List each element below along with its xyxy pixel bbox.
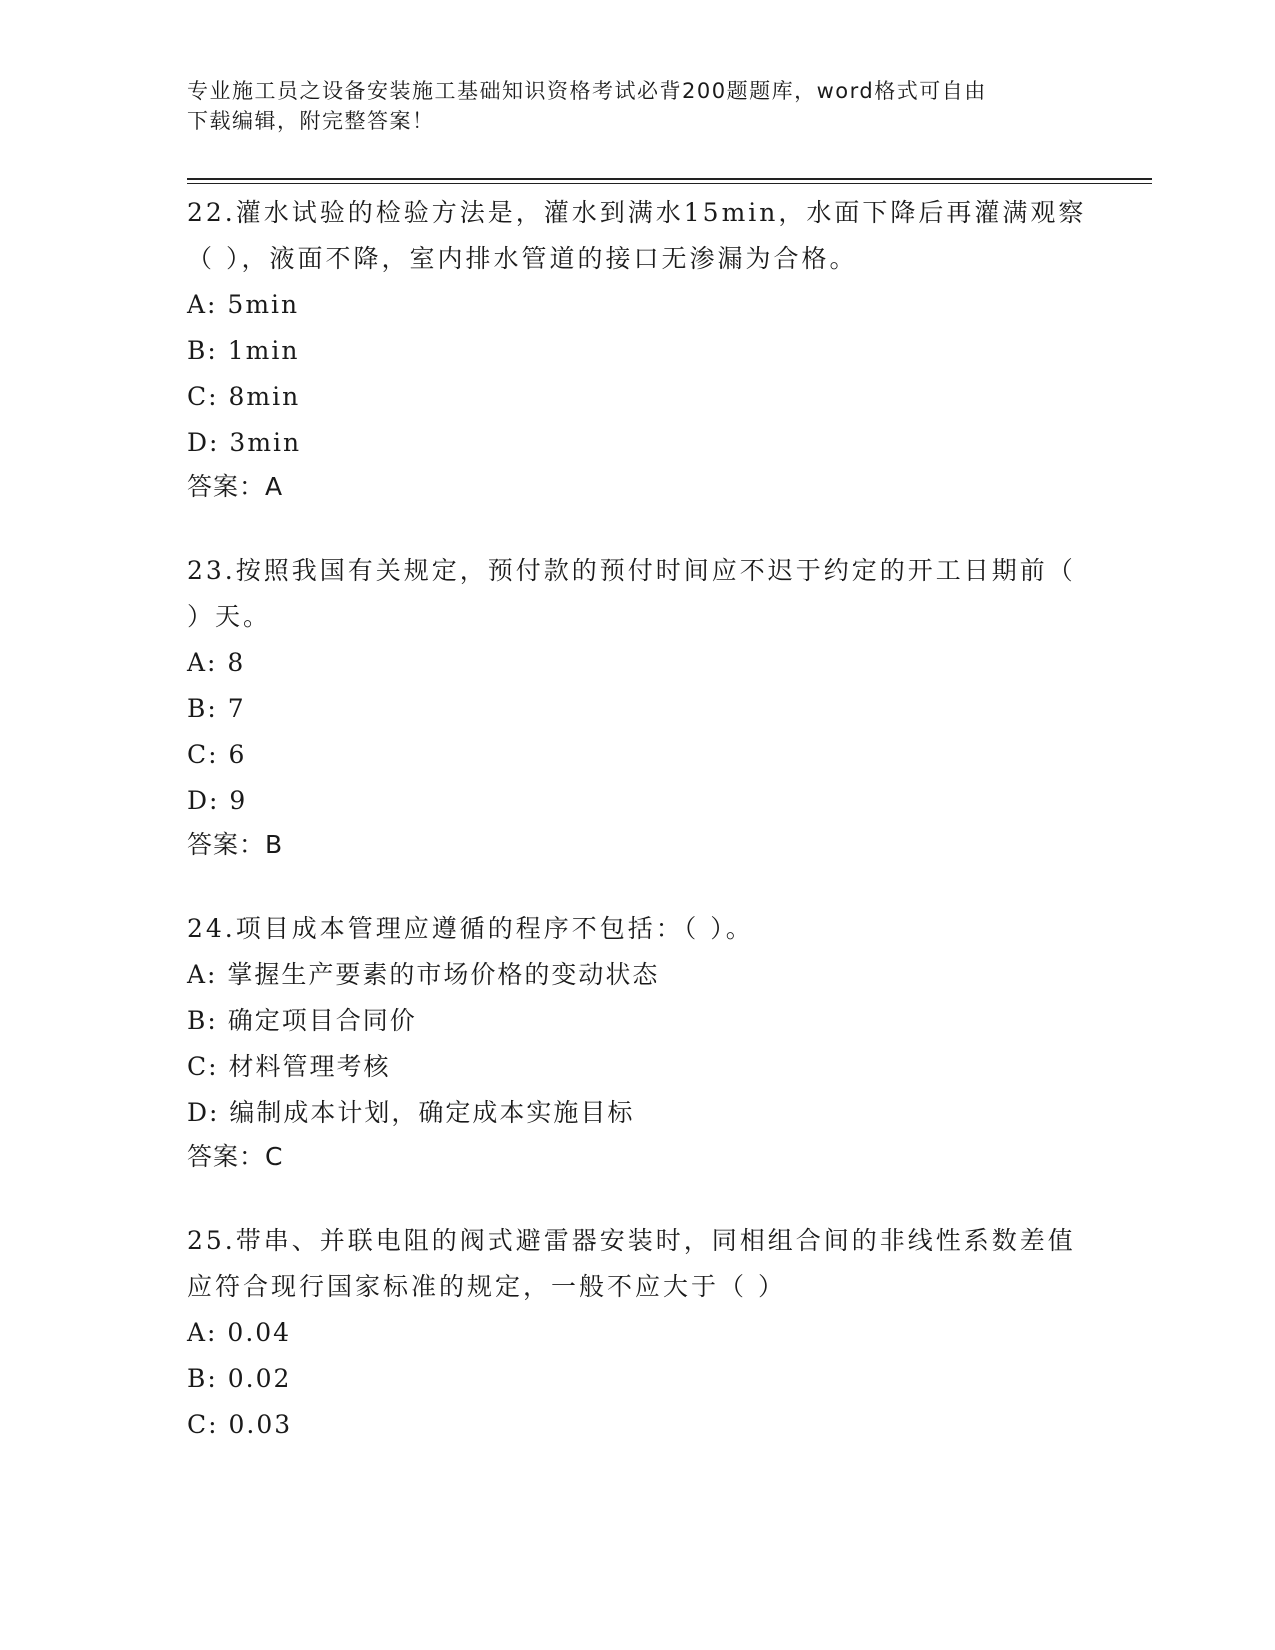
option-c: C: 0.03	[187, 1410, 293, 1439]
option-a: A: 5min	[187, 290, 300, 319]
option-b: B: 0.02	[187, 1364, 292, 1393]
option-b: B: 1min	[187, 336, 300, 365]
question-stem: 25.带串、并联电阻的阀式避雷器安装时，同相组合间的非线性系数差值应符合现行国家标准的规定，一般不应大于（ ）	[187, 1226, 1076, 1301]
answer-line: 答案：C	[187, 1142, 284, 1171]
header-line-1: 专业施工员之设备安装施工基础知识资格考试必背200题题库，word格式可自由	[187, 79, 987, 103]
option-b: B: 7	[187, 694, 246, 723]
document-header	[187, 76, 1067, 136]
question-24	[187, 906, 1087, 1178]
answer-line: 答案：A	[187, 472, 284, 501]
option-d: D: 9	[187, 786, 248, 815]
option-b: B: 确定项目合同价	[187, 1006, 417, 1035]
question-22	[187, 190, 1087, 508]
header-line-2: 下载编辑，附完整答案！	[187, 109, 435, 133]
header-divider-thin	[187, 183, 1152, 184]
question-stem: 22.灌水试验的检验方法是，灌水到满水15min，水面下降后再灌满观察（ ），液面不降，室内排水管道的接口无渗漏为合格。	[187, 198, 1087, 273]
question-23	[187, 548, 1087, 866]
header-divider	[187, 178, 1152, 180]
option-a: A: 掌握生产要素的市场价格的变动状态	[187, 960, 660, 989]
option-c: C: 8min	[187, 382, 301, 411]
question-list	[187, 190, 1087, 1488]
question-stem: 24.项目成本管理应遵循的程序不包括：（ ）。	[187, 914, 754, 943]
option-d: D: 3min	[187, 428, 302, 457]
option-c: C: 材料管理考核	[187, 1052, 391, 1081]
option-d: D: 编制成本计划，确定成本实施目标	[187, 1098, 635, 1127]
option-c: C: 6	[187, 740, 247, 769]
answer-line: 答案：B	[187, 830, 284, 859]
question-stem: 23.按照我国有关规定，预付款的预付时间应不迟于约定的开工日期前（ ）天。	[187, 556, 1076, 631]
option-a: A: 0.04	[187, 1318, 292, 1347]
option-a: A: 8	[187, 648, 246, 677]
question-25	[187, 1218, 1087, 1448]
